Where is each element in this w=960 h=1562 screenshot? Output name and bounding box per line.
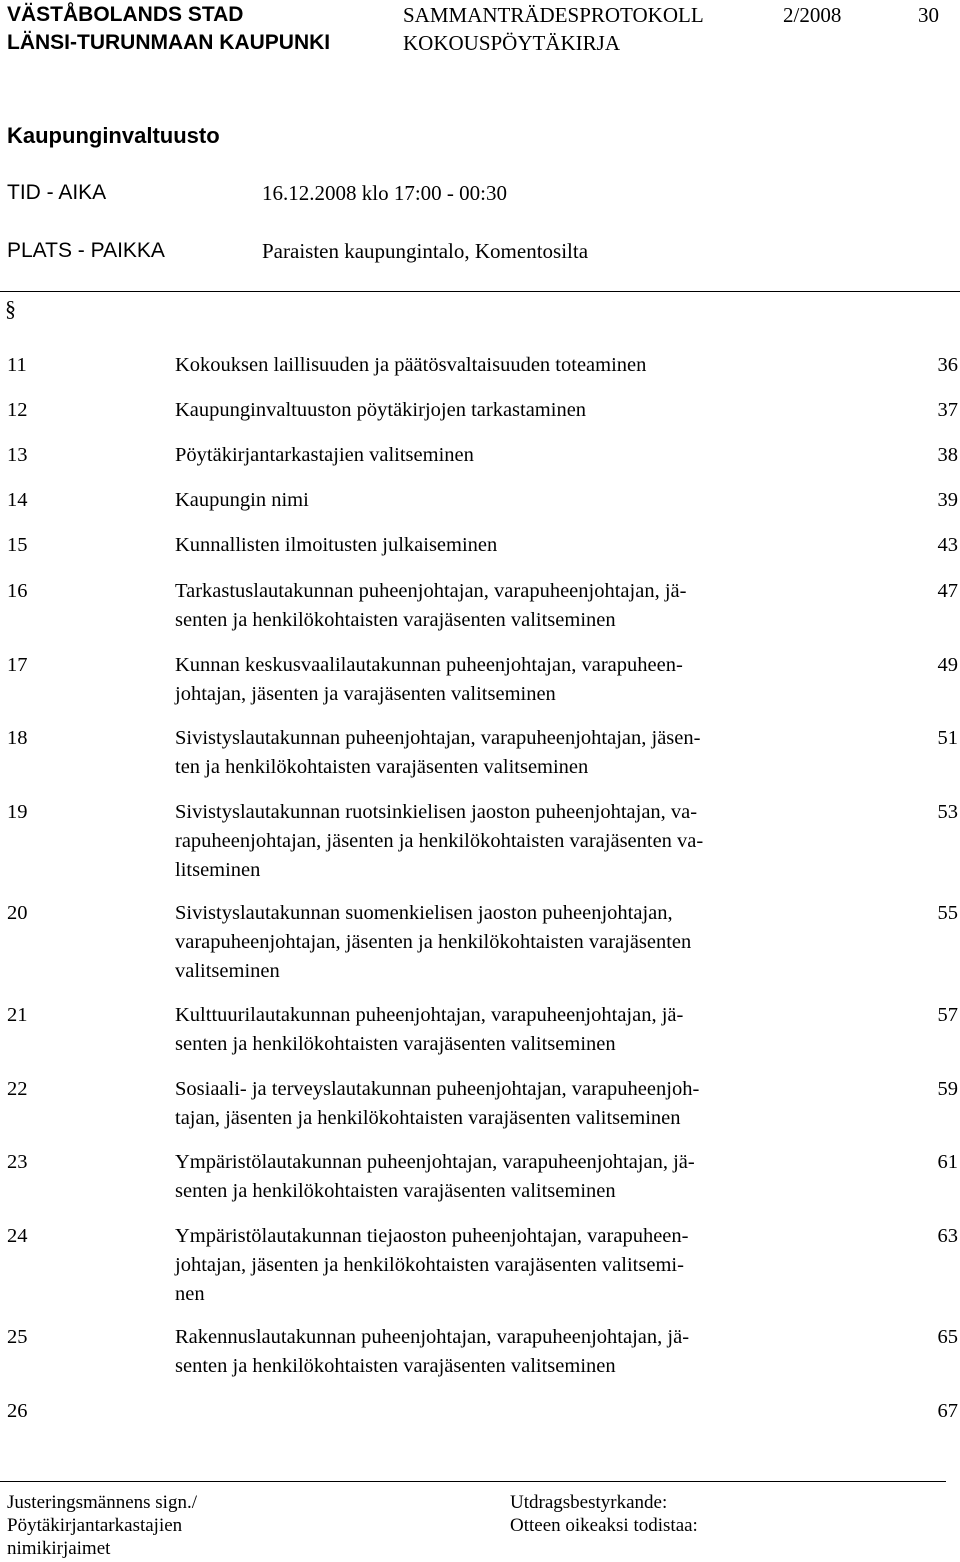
agenda-item-number: 21 — [7, 1004, 28, 1026]
agenda-item-page: 53 — [937, 801, 958, 823]
agenda-item-title-line: senten ja henkilökohtaisten varajäsenten valitseminen — [175, 1180, 616, 1202]
agenda-item-number: 25 — [7, 1326, 28, 1348]
agenda-item-page: 36 — [937, 354, 958, 376]
agenda-item-page: 47 — [937, 580, 958, 602]
page-number: 30 — [918, 3, 939, 27]
agenda-item-title-line: rapuheenjohtajan, jäsenten ja henkilökohtaisten varajäsenten va- — [175, 830, 704, 852]
agenda-item-page: 55 — [937, 902, 958, 924]
agenda-item-title-line: senten ja henkilökohtaisten varajäsenten valitseminen — [175, 1033, 616, 1055]
footer-certification-fi: Otteen oikeaksi todistaa: — [510, 1515, 698, 1536]
agenda-item-page: 43 — [937, 534, 958, 556]
agenda-item-number: 24 — [7, 1225, 28, 1247]
agenda-item-title-line: Ympäristölautakunnan tiejaoston puheenjohtajan, varapuheen- — [175, 1225, 689, 1247]
agenda-item-number: 23 — [7, 1151, 28, 1173]
agenda-item-page: 37 — [937, 399, 958, 421]
agenda-item-page: 38 — [937, 444, 958, 466]
agenda-item-title-line: litseminen — [175, 859, 261, 881]
agenda-item-number: 20 — [7, 902, 28, 924]
doc-type-fi: KOKOUSPÖYTÄKIRJA — [403, 31, 621, 55]
agenda-item-number: 16 — [7, 580, 28, 602]
agenda-item-number: 11 — [7, 354, 27, 376]
place-label: PLATS - PAIKKA — [7, 239, 165, 262]
agenda-item-number: 26 — [7, 1400, 28, 1422]
footer-divider — [0, 1481, 946, 1482]
footer-signature-label-fi: Pöytäkirjantarkastajien — [7, 1515, 183, 1536]
agenda-item-title-line: Rakennuslautakunnan puheenjohtajan, varapuheenjohtajan, jä- — [175, 1326, 690, 1348]
footer-certification-sv: Utdragsbestyrkande: — [510, 1492, 668, 1513]
agenda-item-page: 49 — [937, 654, 958, 676]
org-name-fi: LÄNSI-TURUNMAAN KAUPUNKI — [7, 31, 331, 54]
agenda-item-number: 19 — [7, 801, 28, 823]
place-value: Paraisten kaupungintalo, Komentosilta — [262, 239, 589, 263]
agenda-item-title-line: ten ja henkilökohtaisten varajäsenten valitseminen — [175, 756, 589, 778]
agenda-item-title-line: Tarkastuslautakunnan puheenjohtajan, varapuheenjohtajan, jä- — [175, 580, 687, 602]
agenda-item-title-line: Kokouksen laillisuuden ja päätösvaltaisuuden toteaminen — [175, 354, 647, 376]
agenda-item-title-line: Kaupunginvaltuuston pöytäkirjojen tarkastaminen — [175, 399, 587, 421]
header-divider — [0, 291, 960, 292]
agenda-item-page: 67 — [937, 1400, 958, 1422]
agenda-item-title-line: Sivistyslautakunnan puheenjohtajan, varapuheenjohtajan, jäsen- — [175, 727, 701, 749]
agenda-item-title-line: tajan, jäsenten ja henkilökohtaisten varajäsenten valitseminen — [175, 1107, 681, 1129]
agenda-item-title-line: Pöytäkirjantarkastajien valitseminen — [175, 444, 474, 466]
agenda-item-page: 61 — [937, 1151, 958, 1173]
agenda-item-title-line: Kunnallisten ilmoitusten julkaiseminen — [175, 534, 498, 556]
agenda-item-title-line: Kulttuurilautakunnan puheenjohtajan, varapuheenjohtajan, jä- — [175, 1004, 684, 1026]
agenda-item-title-line: Kunnan keskusvaalilautakunnan puheenjohtajan, varapuheen- — [175, 654, 683, 676]
agenda-item-page: 63 — [937, 1225, 958, 1247]
section-symbol: § — [5, 296, 16, 321]
agenda-item-number: 18 — [7, 727, 28, 749]
agenda-item-title-line: nen — [175, 1283, 205, 1305]
agenda-item-title-line: varapuheenjohtajan, jäsenten ja henkilökohtaisten varajäsenten — [175, 931, 692, 953]
footer-signature-label-sv: Justeringsmännens sign./ — [7, 1492, 197, 1513]
agenda-item-page: 57 — [937, 1004, 958, 1026]
agenda-item-number: 13 — [7, 444, 28, 466]
time-value: 16.12.2008 klo 17:00 - 00:30 — [262, 181, 507, 205]
agenda-item-number: 17 — [7, 654, 28, 676]
footer-initials-label: nimikirjaimet — [7, 1538, 111, 1559]
agenda-item-title-line: Ympäristölautakunnan puheenjohtajan, varapuheenjohtajan, jä- — [175, 1151, 695, 1173]
issue-number: 2/2008 — [783, 3, 842, 27]
agenda-item-title-line: valitseminen — [175, 960, 280, 982]
time-label: TID - AIKA — [7, 181, 107, 204]
agenda-item-title-line: senten ja henkilökohtaisten varajäsenten valitseminen — [175, 609, 616, 631]
agenda-item-number: 15 — [7, 534, 28, 556]
agenda-item-number: 14 — [7, 489, 28, 511]
agenda-item-title-line: johtajan, jäsenten ja varajäsenten valitseminen — [175, 683, 556, 705]
agenda-item-title-line: Sivistyslautakunnan suomenkielisen jaoston puheenjohtajan, — [175, 902, 673, 924]
body-title: Kaupunginvaltuusto — [7, 123, 220, 148]
agenda-item-page: 59 — [937, 1078, 958, 1100]
agenda-item-page: 39 — [937, 489, 958, 511]
agenda-item-title-line: Kaupungin nimi — [175, 489, 309, 511]
agenda-item-page: 51 — [937, 727, 958, 749]
doc-type-sv: SAMMANTRÄDESPROTOKOLL — [403, 3, 704, 27]
agenda-item-title-line: senten ja henkilökohtaisten varajäsenten valitseminen — [175, 1355, 616, 1377]
agenda-item-title-line: Sivistyslautakunnan ruotsinkielisen jaoston puheenjohtajan, va- — [175, 801, 698, 823]
agenda-item-title-line: Sosiaali- ja terveyslautakunnan puheenjohtajan, varapuheenjoh- — [175, 1078, 700, 1100]
agenda-item-page: 65 — [937, 1326, 958, 1348]
agenda-item-number: 12 — [7, 399, 28, 421]
agenda-item-title-line: johtajan, jäsenten ja henkilökohtaisten varajäsenten valitsemi- — [175, 1254, 684, 1276]
agenda-item-number: 22 — [7, 1078, 28, 1100]
org-name-sv: VÄSTÅBOLANDS STAD — [7, 3, 244, 26]
